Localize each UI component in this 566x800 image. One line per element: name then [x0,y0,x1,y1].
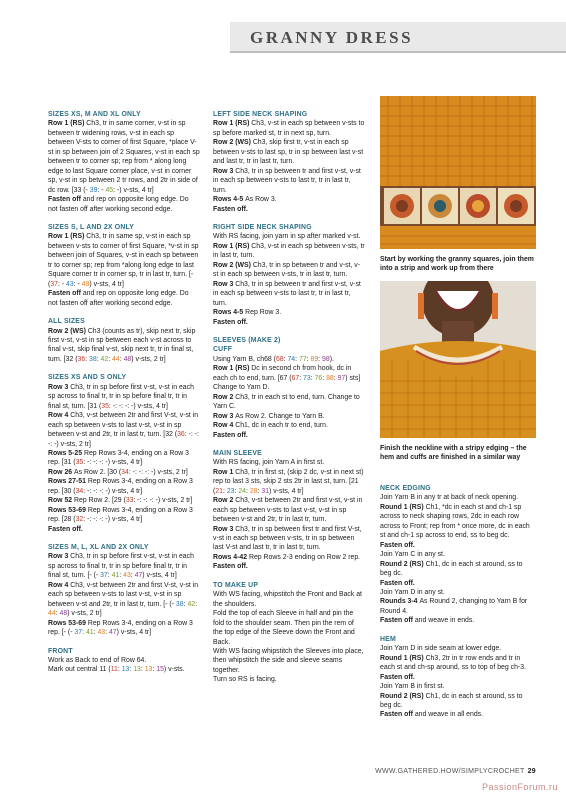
instruction-paragraph [48,506,200,525]
instruction-text: Rep Row 2. [29 ( [74,497,126,505]
section-heading: TO MAKE UP [213,581,259,589]
instruction-text: and weave in all ends. [414,711,484,719]
instruction-text: As Row 2. Change to Yarn B. [235,412,325,420]
instruction-text: 31 [261,487,270,495]
instruction-text: Dc in second ch from hook, dc in each ch to end, turn. [67 ( [213,365,352,382]
instruction-text: Ch3, skip first tr, v-st in each sp between v-sts to last sp, tr in sp between last v-st and last tr, tr in last tr, turn. [213,139,364,166]
instruction-paragraph [213,675,365,684]
instruction-text: Ch3, tr in each st to end, turn. Change to Yarn C. [213,393,360,411]
instruction-paragraph [48,665,200,674]
photo-caption-2: Finish the neckline with a stripy edging – the hem and cuffs are finished in a similar way [380,445,527,462]
instruction-text: : [234,487,239,495]
instruction-text: 44 [112,355,120,363]
instruction-text: : [222,487,227,495]
instruction-paragraph [380,550,532,559]
row-label: Rows 53-69 [48,506,88,514]
instruction-text: Rep Rows 3-4, ending on a Row 3 rep. [31 ( [48,449,189,467]
instruction-text: : -: -: -: -) v-sts, 4 tr] [83,516,143,524]
instruction-text: Rep Rows 3-4, ending on a Row 3 rep. [30 ( [48,478,193,495]
instruction-paragraph [380,560,532,579]
instruction-text: Ch1, *dc in each st and ch-1 sp across to neck shaping rows, 2dc in each row across to Front; rep from * once more, dc in each st and ch-1 sp across to end, ss to beg dc. [380,503,530,540]
instruction-paragraph [213,458,365,467]
footer-url[interactable]: WWW.GATHERED.HOW/SIMPLYCROCHET [375,768,525,775]
instruction-text: 13 [133,666,141,674]
instruction-paragraph [380,503,532,541]
instruction-text: Ch3, tr in same sp, v-st in each sp between v-sts to corner of first Square, *v-st in sp between join of Squares, v-st in each sp between tr to corner sp; rep from *along long edge to last Square corner tr in corner sp, tr in last tr, turn. [- ( [48,233,199,288]
instruction-text: 48 [59,610,68,618]
instruction-paragraph [380,579,532,588]
instruction-paragraph [48,525,200,534]
row-label: Rows 5-25 [48,449,84,457]
instruction-text: : -: -: -: -) v-sts, 2 tr] [133,497,193,505]
instruction-paragraph [48,477,200,496]
instruction-text: : [257,487,262,495]
instruction-text: : -: -: -: -) v-sts, 4 tr] [108,402,168,410]
section-heading: NECK EDGING [380,485,431,492]
header-rule [230,51,566,53]
page-number: 29 [527,768,536,775]
instruction-text: Join Yarn D in any st. [380,588,445,596]
granny-squares-image [380,96,536,249]
instruction-text: As Row 3. [245,196,277,204]
instruction-paragraph [213,412,365,421]
row-label: Row 1 [213,468,236,476]
instruction-text: 28 [249,487,258,495]
row-label: Row 1 (RS) [213,365,252,373]
instruction-text: : [322,374,327,382]
row-label: Fasten off. [213,431,248,439]
instruction-paragraph [48,289,200,308]
instruction-text: Ch3, tr in first st, (skip 2 dc, v-st in next st) rep to last 3 sts, skip 2 sts 2tr in last st, turn. [21 ( [213,468,364,495]
instruction-paragraph [380,616,532,625]
instruction-text: 43 [66,280,74,288]
row-label: Fasten off. [213,205,248,213]
instruction-paragraph [380,654,532,673]
row-label: Row 3 [48,383,71,391]
instruction-text: Ch3, v-st in each sp between v-sts, tr in last tr, turn. [213,242,365,260]
row-label: Fasten off. [380,541,415,549]
instruction-paragraph [213,261,365,280]
row-label: Row 4 [213,422,236,430]
instruction-text: : [130,572,135,580]
instruction-text: 15 [156,666,164,674]
instruction-text: 45 [105,186,114,194]
instruction-paragraph [380,682,532,691]
instruction-text: Ch3, v-st between 2tr and first V-st, v-st in each sp between v-sts to last v-st, v-st in sp between v-st and 2tr, tr in last tr, turn. [- (- [48,581,199,608]
instruction-text: : -: -: -: -) v-sts, 2 tr] [48,431,199,448]
instruction-text: Rep Rows 3-4, ending on a Row 3 rep. [28 ( [48,506,193,524]
row-label: Row 1 (RS) [213,120,252,128]
instruction-text: Turn so RS is facing. [213,676,277,684]
instruction-text: Rep Rows 3-4, ending on a Row 3 rep. [- (- [48,619,193,637]
instruction-paragraph [380,597,532,616]
instruction-text: With WS facing, whipstitch the Front and Back at the shoulders. [213,591,362,608]
row-label: Round 1 (RS) [380,503,426,511]
row-label: Row 3 [213,412,236,420]
instruction-text: 13 [121,666,130,674]
instruction-text: Ch3, tr in sp between tr and first v-st, v-st in each sp between v-sts to last tr, tr in last tr, turn. [213,280,361,307]
instruction-text: ) sts] Change to Yarn D. [213,374,361,392]
instruction-text: 32 [75,516,84,524]
instruction-text: 68 [275,355,284,363]
instruction-text: Rep Rows 2-3 ending on Row 2 rep. [249,553,361,561]
row-label: Row 3 [213,280,236,288]
watermark: PassionForum.ru [481,782,558,792]
instruction-text: and weave in ends. [414,617,475,625]
row-label: Row 2 (WS) [213,261,253,269]
row-label: Row 3 [213,167,236,175]
instruction-text: : [310,374,315,382]
row-label: Row 2 (WS) [213,139,253,147]
instruction-text: 76 [314,374,323,382]
instruction-paragraph [213,364,365,392]
column-3 [380,484,532,720]
instruction-paragraph [213,553,365,562]
instruction-paragraph [48,119,200,195]
section-heading: ALL SIZES [48,318,85,326]
row-label: Rows 27-51 [48,478,88,486]
instruction-paragraph [213,280,365,308]
section-heading: HEM [380,635,396,643]
instruction-text: Join Yarn B in first st. [380,683,445,691]
instruction-text: Ch1, dc in each st around, ss to beg dc. [380,560,523,578]
row-label: Rounds 3-4 [380,598,420,606]
instruction-text: ) v-sts, 4 tr] [142,572,177,580]
row-label: Fasten off. [48,525,83,533]
instruction-paragraph [48,449,200,468]
instruction-text: Ch3, tr in sp between tr and first v-st, v-st in each sp between v-sts to last tr, tr in last tr, turn. [213,167,361,194]
instruction-text: With WS facing whipstitch the Sleeves into place, then whipstitch the side and sleeve seams together. [213,648,364,674]
instruction-text: Join Yarn B in any tr at back of neck opening. [380,494,519,502]
instruction-text: : -) v-sts, 4 tr] [113,186,154,194]
instruction-text: Ch1, dc in each st around, ss to beg dc. [380,692,523,709]
instruction-text: : -: -: -: -) v-sts, 2 tr] [128,468,188,476]
instruction-text: : [246,487,250,495]
column-2 [213,110,365,685]
row-label: Row 2 [213,393,236,401]
row-label: Round 1 (RS) [380,654,426,662]
instruction-paragraph [213,468,365,496]
row-label: Row 4 [48,581,71,589]
section-heading: CUFF [213,346,233,354]
instruction-text: As Round 2, changing to Yarn B for Round 4. [380,598,528,615]
instruction-paragraph [380,541,532,550]
instruction-text: 41 [85,629,94,637]
instruction-paragraph [213,525,365,553]
instruction-text: : [195,600,198,608]
instruction-paragraph [48,411,200,449]
row-label: Fasten off. [380,579,415,587]
row-label: Rows 4-5 [213,309,246,317]
section-heading: MAIN SLEEVE [213,449,262,457]
instruction-paragraph [213,308,365,317]
row-label: Row 3 [48,553,71,561]
instruction-text: Join Yarn D in side seam at lower edge. [380,645,502,653]
instruction-paragraph [213,195,365,204]
instruction-text: 48 [123,355,132,363]
instruction-paragraph [48,552,200,580]
instruction-text: ) v-sts. [163,666,185,674]
instruction-paragraph [213,421,365,430]
instruction-text: 41 [111,572,120,580]
instruction-text: Ch3, v-st between 2tr and first v-st, v-st in each sp between v-sts to last v-st, v-st in sp between v-st and 2tr, tr in last tr, turn. [213,497,363,524]
instruction-text: 38 [175,600,184,608]
instruction-text: With RS facing, join yarn in sp after marked v-st. [213,233,361,241]
instruction-text: : [152,666,157,674]
instruction-text: : [183,600,188,608]
row-label: Row 3 [213,525,236,533]
instruction-text: 39 [89,186,98,194]
instruction-paragraph [213,393,365,412]
instruction-text: 35 [75,459,84,467]
granny-squares-photo [380,96,536,249]
row-label: Rows 4-5 [213,196,246,204]
photo-caption-1: Start by working the granny squares, join them into a strip and work up from there [380,256,534,273]
instruction-text: 43 [97,629,106,637]
instruction-text: : [55,610,60,618]
instruction-text: : [117,666,122,674]
row-label: Fasten off. [380,673,415,681]
instruction-text: Ch3, v-st between 2tr and first V-st, v-st in each sp between v-sts to last v-st, v-st in sp between v-st and 2tr, tr in last tr, turn. [32 ( [48,412,199,439]
instruction-text: Ch3, tr in sp between tr and v-st, v-st in each sp between v-sts, tr in last tr, turn. [213,261,361,279]
instruction-text: Ch3, tr in same corner, v-st in sp between tr widening rows, v-st in each sp between V-sts to corner of first Square, *place V-st in sp between join of 2 Squares, v-st in each sp between tr to corner sp; rep from * along long edge to last Square corner place, v-st in corner sp, v-st in sp between 2 tr rows, and 2tr in side of dc row. [33 (- [48,120,200,194]
instruction-text: Using Yarn B, ch68 ( [213,355,276,363]
instruction-text: : [108,355,113,363]
column-1 [48,110,200,675]
instruction-text: Rep Row 3. [245,309,282,317]
instruction-text: ) v-sts, 4 tr] [89,280,124,288]
instruction-text: Mark out central 11 ( [48,666,111,674]
instruction-paragraph [213,590,365,609]
row-label: Fasten off [380,711,415,719]
instruction-text: 89 [310,355,319,363]
instruction-text: Join Yarn C in any st. [380,551,445,559]
row-label: Rows 4-42 [213,553,249,561]
instruction-paragraph [48,619,200,638]
instruction-text: : [295,355,299,363]
page-title: GRANNY DRESS [250,28,414,47]
instruction-text: 37 [100,572,108,580]
instruction-paragraph [213,431,365,440]
instruction-text: 37 [74,629,83,637]
row-label: Round 2 (RS) [380,560,426,568]
instruction-text: : [299,374,304,382]
instruction-paragraph [380,710,532,719]
instruction-text: ) v-sts, 4 tr] [269,487,304,495]
row-label: Fasten off [48,290,83,298]
row-label: Row 1 (RS) [48,233,87,241]
instruction-paragraph [380,692,532,711]
instruction-text: : -: -: -: -) v-sts, 4 tr] [83,459,143,467]
instruction-text: 98 [322,355,330,363]
instruction-text: Ch3 (counts as tr), skip next tr, skip first v-st, v-st in sp between each v-st across to final v-st, skip final v-st, skip next tr, tr in final st, turn. [32 ( [48,327,196,363]
instruction-text: 88 [326,374,334,382]
instruction-text: 13 [144,666,153,674]
instruction-text: : [96,355,101,363]
row-label: Fasten off [48,196,83,204]
neckline-photo [380,281,536,438]
row-label: Row 4 [48,412,71,420]
instruction-text: : [283,355,288,363]
instruction-text: 35 [101,402,109,410]
instruction-paragraph [213,205,365,214]
instruction-paragraph [213,318,365,327]
instruction-text: : -: -: -: -) v-sts, 4 tr] [83,487,143,495]
section-heading: RIGHT SIDE NECK SHAPING [213,223,312,231]
instruction-paragraph [213,496,365,524]
instruction-text: 47 [134,572,143,580]
section-heading: SIZES XS, M AND XL ONLY [48,111,141,118]
instruction-text: Ch3, tr in sp before first v-st, v-st in each sp across to final tr, tr in sp before final tr, tr in final st, turn. [- (- [48,553,194,580]
instruction-text: 42 [187,600,196,608]
instruction-paragraph [380,673,532,682]
instruction-text: With RS facing, join Yarn A in first st. [213,459,325,467]
instruction-paragraph [213,562,365,571]
instruction-text: : [107,572,112,580]
instruction-text: 21 [215,487,223,495]
instruction-text: : [105,629,109,637]
instruction-text: : [93,629,98,637]
row-label: Fasten off. [213,318,248,326]
instruction-paragraph [213,647,365,675]
instruction-paragraph [213,355,365,364]
instruction-text: ) v-sts, 4 tr] [116,629,152,637]
instruction-text: 36 [77,355,86,363]
instruction-text: : [318,355,323,363]
instruction-paragraph [48,232,200,289]
instruction-text: Ch1, dc in each tr to end, turn. [235,422,328,430]
instruction-paragraph [48,496,200,505]
instruction-paragraph [48,195,200,214]
instruction-text: 24 [238,487,246,495]
instruction-text: 34 [121,468,129,476]
instruction-text: Ch3, tr in sp before first v-st, v-st in each sp across to final tr, tr in sp before final tr, tr in final st, turn. [31 ( [48,383,194,410]
section-heading: SLEEVES (MAKE 2) [213,336,281,344]
instruction-text: : [119,572,124,580]
page-footer [375,768,536,775]
instruction-text: 23 [226,487,235,495]
instruction-paragraph [380,588,532,597]
instruction-text: : [85,355,90,363]
row-label: Fasten off [380,617,415,625]
instruction-text: 11 [110,666,118,674]
neckline-image [380,281,536,438]
instruction-text: 49 [81,280,90,288]
section-heading: SIZES XS AND S ONLY [48,374,127,382]
instruction-text: 36 [177,431,185,439]
instruction-paragraph [213,609,365,647]
instruction-text: ) v-sts, 2 tr] [131,355,166,363]
section-heading: SIZES S, L AND 2X ONLY [48,223,135,231]
instruction-text: : [306,355,311,363]
row-label: Row 26 [48,468,75,476]
instruction-text: Fold the top of each Sleeve in half and pin the fold to the shoulder seam. Then pin the rem of the top edge of the Sleeve down the Front and Back. [213,610,355,646]
page-header [230,22,566,52]
instruction-text: 97 [337,374,346,382]
instruction-text: 44 [48,610,56,618]
instruction-text: and rep on opposite long edge. Do not fasten off after working second edge. [48,196,189,213]
instruction-text: and rep on opposite long edge. Do not fasten off after working second edge. [48,290,189,307]
instruction-paragraph [48,656,200,665]
instruction-text: 73 [303,374,311,382]
row-label: Row 52 [48,497,75,505]
instruction-text: 43 [123,572,131,580]
instruction-text: : [129,666,134,674]
section-heading: SIZES M, L, XL AND 2X ONLY [48,544,149,552]
row-label: Row 1 (RS) [48,120,87,128]
instruction-paragraph [48,327,200,365]
row-label: Fasten off. [213,563,248,571]
instruction-text: ). [329,355,334,363]
instruction-text: 47 [108,629,117,637]
instruction-text: : [140,666,145,674]
instruction-paragraph [380,644,532,653]
instruction-text: : - [97,186,106,194]
instruction-text: ) v-sts, 2 tr] [67,610,102,618]
instruction-paragraph [48,383,200,411]
instruction-paragraph [213,138,365,166]
row-label: Rows 53-69 [48,619,88,627]
instruction-text: : - [73,280,82,288]
instruction-text: Ch3, v-st in each sp between v-sts to sp before marked st, tr in next sp, turn. [213,120,365,137]
instruction-paragraph [48,581,200,619]
instruction-text: 37 [50,280,58,288]
instruction-text: 74 [287,355,296,363]
instruction-text: 33 [125,497,134,505]
row-label: Round 2 (RS) [380,692,426,700]
instruction-text: Ch3, tr in sp between first tr and first V-st, v-st in each sp between v-sts, tr in sp between last V-st and last tr, tr in last tr, turn. [213,525,362,552]
instruction-paragraph [380,493,532,502]
instruction-text: : - [57,280,67,288]
instruction-text: 38 [89,355,97,363]
instruction-text: 42 [100,355,109,363]
section-heading: FRONT [48,647,73,655]
instruction-paragraph [48,468,200,477]
instruction-text: 77 [298,355,307,363]
instruction-text: Work as Back to end of Row 64. [48,657,147,665]
row-label: Row 1 (RS) [213,242,252,250]
instruction-text: 67 [291,374,300,382]
instruction-paragraph [213,167,365,195]
instruction-text: As Row 2. [30 ( [74,468,122,476]
row-label: Row 2 [213,497,236,505]
instruction-paragraph [213,119,365,138]
instruction-text: : [82,629,86,637]
section-heading: LEFT SIDE NECK SHAPING [213,111,308,118]
row-label: Row 2 (WS) [48,327,88,335]
instruction-text: : [333,374,338,382]
instruction-paragraph [213,242,365,261]
instruction-text: 34 [75,487,84,495]
instruction-text: Ch3, 2tr in tr row ends and tr in each st and ch-sp around, ss to top of beg ch-3. [380,654,526,672]
instruction-paragraph [213,232,365,241]
instruction-text: : [119,355,124,363]
